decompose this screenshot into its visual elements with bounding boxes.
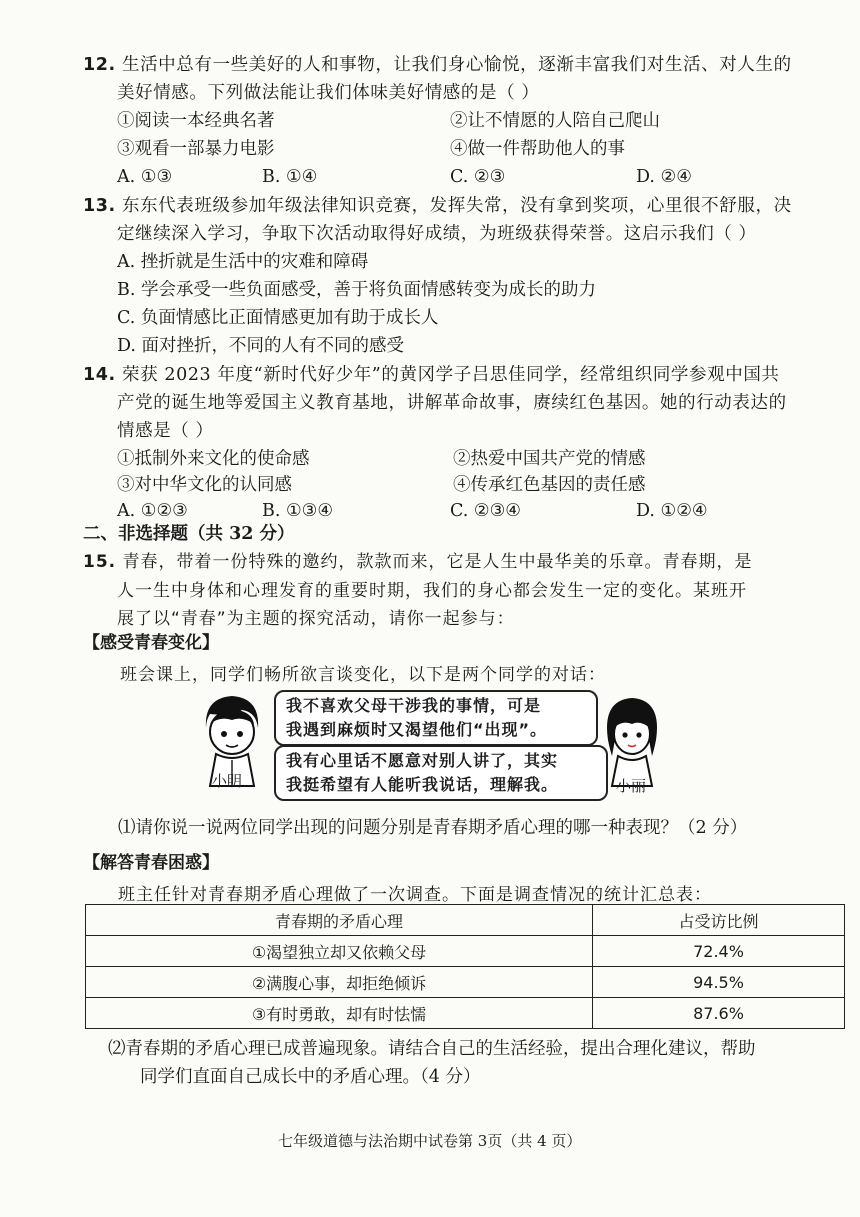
q14-stem-2: 产党的诞生地等爱国主义教育基地，讲解革命故事，赓续红色基因。她的行动表达的 [117,393,787,413]
q13-stem-2: 定继续深入学习，争取下次活动取得好成绩，为班级获得荣誉。这启示我们（ ） [117,224,757,244]
q15-stem-2: 人一生中身体和心理发育的重要时期，我们的身心都会发生一定的变化。某班开 [117,581,747,601]
name-xiaoming: 小明 [212,772,243,790]
q12-number: 12. [83,55,116,75]
q14-stem-1: 荣获 2023 年度“新时代好少年”的黄冈学子吕思佳同学，经常组织同学参观中国共 [121,365,780,385]
table-cell-item: ②满腹心事，却拒绝倾诉 [86,967,593,998]
q12-item-2: ②让不情愿的人陪自己爬山 [450,111,660,131]
q12-choice-c: C. ②③ [450,167,506,187]
bubble1-line1: 我不喜欢父母干涉我的事情，可是 [286,696,542,715]
survey-table [85,904,845,1029]
table-header-ratio: 占受访比例 [593,905,845,936]
sub-question-1: ⑴请你说一说两位同学出现的问题分别是青春期矛盾心理的哪一种表现？（2 分） [118,818,748,838]
table-row [86,936,845,967]
part1-title: 【感受青春变化】 [83,633,219,653]
q13-stem-1: 东东代表班级参加年级法律知识竞赛，发挥失常，没有拿到奖项，心里很不舒服，决 [121,196,792,216]
part1-intro: 班会课上，同学们畅所欲言谈变化，以下是两个同学的对话： [120,665,606,685]
q14-stem-3: 情感是（ ） [117,421,214,441]
q14-choice-b: B. ①③④ [262,501,334,521]
q13-choice-c: C. 负面情感比正面情感更加有助于成长人 [117,308,439,328]
q12-stem-1: 生活中总有一些美好的人和事物，让我们身心愉悦，逐渐丰富我们对生活、对人生的 [121,55,792,75]
table-header-row [86,905,845,936]
q15-number: 15. [83,552,117,572]
bubble2-line1: 我有心里话不愿意对别人讲了，其实 [286,751,559,770]
sub-question-2-line1: ⑵青春期的矛盾心理已成普遍现象。请结合自己的生活经验，提出合理化建议，帮助 [108,1039,756,1059]
q12-item-1: ①阅读一本经典名著 [117,111,275,131]
q14-item-2: ②热爱中国共产党的情感 [453,449,646,469]
q12-line1 [83,52,792,78]
section-heading: 二、非选择题（共 32 分） [83,524,295,544]
q14-item-3: ③对中华文化的认同感 [117,475,292,495]
q14-item-1: ①抵制外来文化的使命感 [117,449,310,469]
q12-choice-b: B. ①④ [262,167,318,187]
q12-stem-2: 美好情感。下列做法能让我们体味美好情感的是（ ） [117,83,540,103]
table-cell-item: ①渴望独立却又依赖父母 [86,936,593,967]
part2-title: 【解答青春困惑】 [83,853,219,873]
q12-item-3: ③观看一部暴力电影 [117,139,275,159]
q14-choice-c: C. ②③④ [450,501,521,521]
table-cell-ratio: 94.5% [593,967,845,998]
table-header-psychology: 青春期的矛盾心理 [86,905,593,936]
table-cell-ratio: 72.4% [593,936,845,967]
q13-number: 13. [83,196,116,216]
q13-choice-b: B. 学会承受一些负面感受，善于将负面情感转变为成长的助力 [117,280,596,300]
table-cell-ratio: 87.6% [593,998,845,1029]
q15-stem-3: 展了以“青春”为主题的探究活动，请你一起参与： [117,609,515,629]
q13-choice-a: A. 挫折就是生活中的灾难和障碍 [117,252,369,272]
q13-choice-d: D. 面对挫折，不同的人有不同的感受 [117,336,405,356]
speech-bubble-1 [274,690,598,746]
q14-item-4: ④传承红色基因的责任感 [453,475,646,495]
table-row [86,967,845,998]
q12-choice-a: A. ①③ [117,167,173,187]
q14-line1 [83,362,780,388]
table-cell-item: ③有时勇敢，却有时怯懦 [86,998,593,1029]
table-row [86,998,845,1029]
q14-choice-a: A. ①②③ [117,501,188,521]
q12-item-4: ④做一件帮助他人的事 [450,139,625,159]
q14-number: 14. [83,365,116,385]
q12-choice-d: D. ②④ [636,167,692,187]
name-xiaoli: 小丽 [616,777,647,795]
bubble1-line2: 我遇到麻烦时又渴望他们“出现”。 [286,720,548,739]
sub-question-2-line2: 同学们直面自己成长中的矛盾心理。（4 分） [140,1067,481,1087]
page-footer: 七年级道德与法治期中试卷第 3页（共 4 页） [278,1132,582,1150]
part2-intro: 班主任针对青春期矛盾心理做了一次调查。下面是调查情况的统计汇总表： [118,885,712,905]
speech-bubble-2 [274,745,608,801]
q15-line1 [83,549,753,575]
q15-stem-1: 青春，带着一份特殊的邀约，款款而来，它是人生中最华美的乐章。青春期，是 [122,552,753,572]
q14-choice-d: D. ①②④ [636,501,708,521]
q13-line1 [83,193,792,219]
bubble2-line2: 我挺希望有人能听我说话，理解我。 [286,775,559,794]
